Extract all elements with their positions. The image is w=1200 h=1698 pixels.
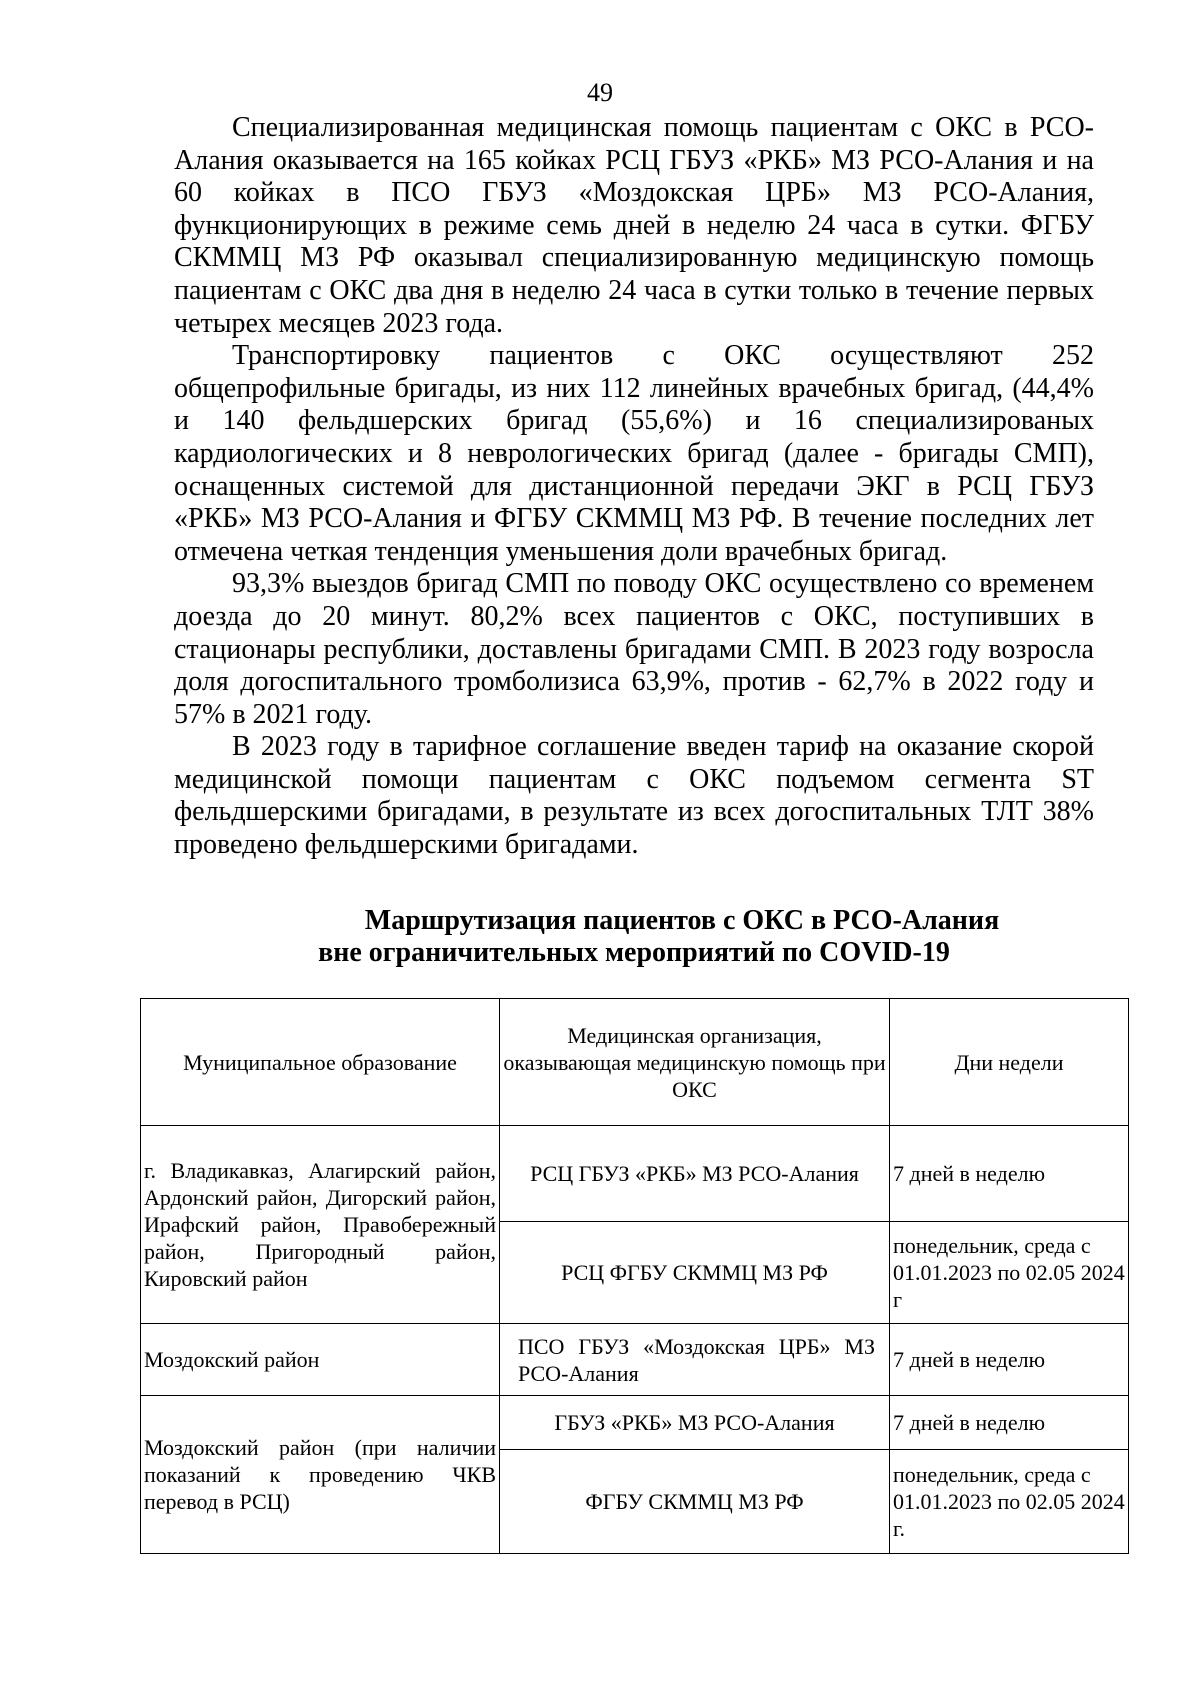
paragraph: Специализированная медицинская помощь пациентам с ОКС в РСО-Алания оказывается на 165 койках РСЦ ГБУЗ «РКБ» МЗ РСО-Алания и на 60 койках в ПСО ГБУЗ «Моздокская ЦРБ» МЗ РСО-Алания, функционирующих в режиме семь дней в неделю 24 часа в сутки. ФГБУ СКММЦ МЗ РФ оказывал специализированную медицинскую помощь пациентам с ОКС два дня в неделю 24 часа в сутки только в течение первых четырех месяцев 2023 года.: [174, 112, 1094, 339]
organization-cell: РСЦ ГБУЗ «РКБ» МЗ РСО-Алания: [500, 1126, 890, 1222]
days-cell: 7 дней в неделю: [890, 1396, 1129, 1450]
paragraph: 93,3% выездов бригад СМП по поводу ОКС осуществлено со временем доезда до 20 минут. 80,2% всех пациентов с ОКС, поступивших в стационары республики, доставлены бригадами СМП. В 2023 году возросла доля догоспитального тромболизиса 63,9%, против - 62,7% в 2022 году и 57% в 2021 году.: [174, 568, 1094, 730]
days-cell: понедельник, среда с 01.01.2023 по 02.05 2024 г: [890, 1222, 1129, 1324]
table-row: [141, 1396, 1129, 1450]
paragraph: В 2023 году в тарифное соглашение введен тариф на оказание скорой медицинской помощи пациентам с ОКС подъемом сегмента ST фельдшерскими бригадами, в результате из всех догоспитальных ТЛТ 38% проведено фельдшерскими бригадами.: [174, 731, 1094, 861]
table-header-row: [141, 999, 1129, 1126]
page-number: 49: [587, 78, 613, 107]
organization-cell: ПСО ГБУЗ «Моздокская ЦРБ» МЗ РСО-Алания: [500, 1324, 890, 1396]
municipality-cell: г. Владикавказ, Алагирский район, Ардонский район, Дигорский район, Ирафский район, Правобережный район, Пригородный район, Кировский район: [141, 1126, 500, 1324]
municipality-cell: Моздокский район: [141, 1324, 500, 1396]
municipality-cell: Моздокский район (при наличии показаний к проведению ЧКВ перевод в РСЦ): [141, 1396, 500, 1554]
days-cell: 7 дней в неделю: [890, 1324, 1129, 1396]
header-organization: Медицинская организация, оказывающая медицинскую помощь при ОКС: [500, 999, 890, 1126]
days-cell: понедельник, среда с 01.01.2023 по 02.05 2024 г.: [890, 1450, 1129, 1554]
organization-cell: ФГБУ СКММЦ МЗ РФ: [500, 1450, 890, 1554]
header-municipality: Муниципальное образование: [141, 999, 500, 1126]
table-heading-line: вне ограничительных мероприятий по COVID-19: [318, 937, 950, 968]
routing-table: [140, 998, 1129, 1554]
table-row: [141, 1324, 1129, 1396]
table-heading: [174, 905, 1094, 969]
organization-cell: РСЦ ФГБУ СКММЦ МЗ РФ: [500, 1222, 890, 1324]
header-days: Дни недели: [890, 999, 1129, 1126]
body-text: [174, 112, 1094, 862]
organization-cell: ГБУЗ «РКБ» МЗ РСО-Алания: [500, 1396, 890, 1450]
table-row: [141, 1126, 1129, 1222]
table-heading-line: Маршрутизация пациентов с ОКС в РСО-Алания: [364, 905, 1000, 936]
paragraph: Транспортировку пациентов с ОКС осуществляют 252 общепрофильные бригады, из них 112 линейных врачебных бригад, (44,4% и 140 фельдшерских бригад (55,6%) и 16 специализированых кардиологических и 8 неврологических бригад (далее - бригады СМП), оснащенных системой для дистанционной передачи ЭКГ в РСЦ ГБУЗ «РКБ» МЗ РСО-Алания и ФГБУ СКММЦ МЗ РФ. В течение последних лет отмечена четкая тенденция уменьшения доли врачебных бригад.: [174, 340, 1094, 567]
days-cell: 7 дней в неделю: [890, 1126, 1129, 1222]
